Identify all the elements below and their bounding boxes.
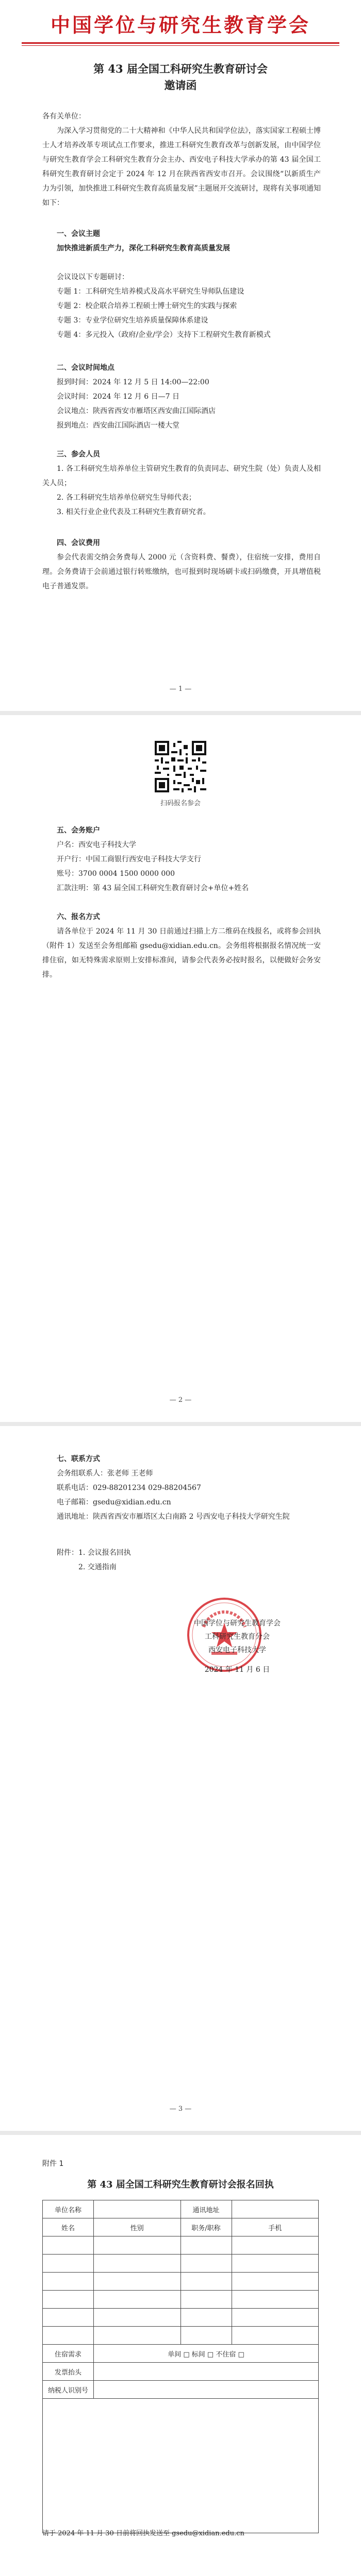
attachment-line: 2. 交通指南 [57, 1563, 117, 1571]
form-input-cell[interactable] [180, 2273, 232, 2291]
qr-caption: 扫码报名参会 [160, 800, 201, 807]
section-6-heading: 六、报名方式 [57, 913, 100, 921]
page-1 [0, 0, 361, 711]
form-input-cell[interactable] [94, 2327, 181, 2345]
form-input-cell[interactable] [43, 2273, 94, 2291]
document-title: 第 43 届全国工科研究生教育研讨会 [93, 62, 268, 75]
form-label: 单位名称 [43, 2200, 94, 2218]
registration-paragraph: 请各单位于 2024 年 11 月 30 日前通过扫描上方二维码在线报名，或将参会回执（附件 1）发送至会务组邮箱 gsedu@xidian.edu.cn。会务组将根据报名情况统一安排住宿，如无特殊需求原则上安排标准间，请参会代表务必按时报名，以便做好会务安排。 [42, 927, 321, 979]
form-input-cell[interactable] [180, 2309, 232, 2327]
document-subtitle: 邀请函 [164, 79, 197, 92]
header-red-rule-thin [22, 45, 339, 46]
sign-date: 2024 年 11 月 6 日 [204, 1666, 270, 1674]
page-separator [0, 2131, 361, 2135]
attachment-line: 附件：1. 会议报名回执 [57, 1549, 131, 1557]
time-place-line: 报到时间：2024 年 12 月 5 日 14:00—22:00 [57, 378, 209, 386]
contact-line: 会务组联系人：张老师 王老师 [57, 1469, 153, 1478]
form-input-cell[interactable] [43, 2291, 94, 2309]
fee-paragraph: 参会代表需交纳会务费每人 2000 元（含资料费、餐费），住宿统一安排，费用自理。会务费请于会前通过银行转账缴纳，也可报到时现场刷卡或扫码缴费，开具增值税电子普通发票。 [42, 553, 321, 590]
form-input-cell[interactable] [232, 2291, 319, 2309]
form-label: 通讯地址 [180, 2200, 232, 2218]
page-separator [0, 711, 361, 715]
signatory-branch: 工科研究生教育分会 [205, 1633, 270, 1641]
section-4-heading: 四、会议费用 [57, 539, 100, 547]
section-2-heading: 二、会议时间地点 [57, 364, 114, 372]
form-label: 性别 [94, 2218, 181, 2236]
page-4 [0, 2135, 361, 2576]
form-input-cell[interactable] [94, 2255, 181, 2273]
conference-theme: 加快推进新质生产力，深化工科研究生教育高质量发展 [57, 244, 230, 252]
form-input-cell[interactable] [94, 2381, 319, 2399]
form-input-cell[interactable] [94, 2363, 319, 2381]
form-label: 姓名 [43, 2218, 94, 2236]
page-number: — 2 — [169, 1396, 192, 1404]
topics-intro: 会议设以下专题研讨： [57, 273, 129, 281]
document-header-title: 中国学位与研究生教育学会 [50, 14, 310, 37]
form-label: 职务/职称 [180, 2218, 232, 2236]
topic-item: 专题 1：工科研究生培养模式及高水平研究生导师队伍建设 [57, 287, 244, 296]
form-input-cell[interactable] [94, 2236, 181, 2255]
salutation: 各有关单位： [42, 112, 86, 121]
page-3 [0, 1426, 361, 2131]
form-input-cell[interactable] [232, 2309, 319, 2327]
attendee-item: 1. 各工科研究生培养单位主管研究生教育的负责同志、研究生院（处）负责人及相关人员； [42, 465, 321, 487]
page-2 [0, 715, 361, 1422]
intro-paragraph: 为深入学习贯彻党的二十大精神和《中华人民共和国学位法》，落实国家工程硕士博士人才培养改革专项试点工作要求，推进工科研究生教育改革与创新发展，由中国学位与研究生教育学会工科研究生教育分会主办、西安电子科技大学承办的第 43 届全国工科研究生教育研讨会定于 2024 年 12 月在陕西省西安市召开。会议围绕“以新质生产力为引领，加快推进工科研究生教育高质量发展”主题展开交流研讨，现将有关事项通知如下： [42, 127, 321, 207]
page-number: — 1 — [169, 685, 192, 693]
attachment-1-title: 第 43 届全国工科研究生教育研讨会报名回执 [87, 2179, 274, 2190]
bank-line: 账号：3700 0004 1500 0000 000 [57, 870, 175, 878]
attendee-item: 2. 各工科研究生培养单位研究生导师代表； [57, 494, 196, 502]
form-input-cell[interactable] [232, 2327, 319, 2345]
form-input-cell[interactable] [94, 2291, 181, 2309]
form-input-cell[interactable] [43, 2236, 94, 2255]
form-input-cell[interactable] [43, 2327, 94, 2345]
form-label: 手机 [232, 2218, 319, 2236]
section-1-heading: 一、会议主题 [57, 230, 100, 238]
form-label: 住宿需求 [43, 2345, 94, 2363]
stay-options[interactable]: 单间 □ 标间 □ 不住宿 □ [94, 2345, 319, 2363]
form-input-cell[interactable] [180, 2255, 232, 2273]
form-input-cell[interactable] [180, 2291, 232, 2309]
bank-line: 户名：西安电子科技大学 [57, 841, 136, 849]
registration-form-table [42, 2200, 319, 2533]
signatory-name: 中国学位与研究生教育学会 [194, 1619, 281, 1628]
topic-item: 专题 4：多元投入（政府/企业/学会）支持下工程研究生教育新模式 [57, 331, 271, 339]
form-label: 发票抬头 [43, 2363, 94, 2381]
form-input-cell[interactable] [232, 2200, 319, 2218]
form-note: 请于 2024 年 11 月 30 日前将回执发送至 gsedu@xidian.edu.cn [42, 2530, 244, 2537]
topic-item: 专题 3：专业学位研究生培养质量保障体系建设 [57, 316, 208, 325]
form-input-cell[interactable] [232, 2236, 319, 2255]
contact-line: 联系电话：029-88201234 029-88204567 [57, 1484, 201, 1492]
contact-line: 通讯地址：陕西省西安市雁塔区太白南路 2 号西安电子科技大学研究生院 [57, 1513, 290, 1521]
contact-line: 电子邮箱：gsedu@xidian.edu.cn [57, 1498, 171, 1506]
form-input-cell[interactable] [94, 2273, 181, 2291]
time-place-line: 会议时间：2024 年 12 月 6 日—7 日 [57, 393, 179, 401]
time-place-line: 会议地点：陕西省西安市雁塔区西安曲江国际酒店 [57, 407, 216, 415]
form-input-cell[interactable] [180, 2327, 232, 2345]
form-input-cell[interactable] [94, 2309, 181, 2327]
attachment-1-label: 附件 1 [42, 2160, 64, 2168]
page-separator [0, 1422, 361, 1426]
form-input-cell[interactable] [180, 2236, 232, 2255]
page-number: — 3 — [169, 2105, 192, 2113]
form-input-cell[interactable] [43, 2309, 94, 2327]
form-label: 纳税人识别号 [43, 2381, 94, 2399]
header-red-rule [22, 42, 339, 44]
registration-qr-code[interactable] [155, 741, 206, 792]
section-7-heading: 七、联系方式 [57, 1455, 100, 1463]
topic-item: 专题 2：校企联合培养工程硕士博士研究生的实践与探索 [57, 302, 237, 310]
section-3-heading: 三、参会人员 [57, 450, 100, 459]
form-input-cell[interactable] [43, 2255, 94, 2273]
form-input-cell[interactable] [232, 2273, 319, 2291]
form-input-cell[interactable] [94, 2200, 181, 2218]
bank-line: 汇款注明：第 43 届全国工科研究生教育研讨会+单位+姓名 [57, 884, 249, 892]
time-place-line: 报到地点：西安曲江国际酒店一楼大堂 [57, 421, 179, 430]
form-input-cell[interactable] [232, 2255, 319, 2273]
signatory-host: 西安电子科技大学 [208, 1646, 266, 1654]
attendee-item: 3. 相关行业企业代表及工科研究生教育研究者。 [57, 508, 210, 516]
section-5-heading: 五、会务账户 [57, 826, 100, 835]
bank-line: 开户行：中国工商银行西安电子科技大学支行 [57, 855, 201, 863]
